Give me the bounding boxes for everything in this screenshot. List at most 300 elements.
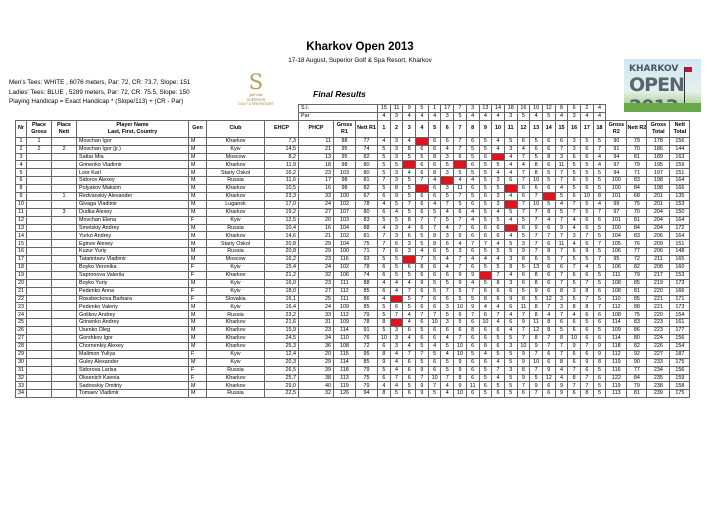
nr-cell: 28 <box>16 342 27 350</box>
hole-score-cell: 5 <box>479 137 492 145</box>
si-row-hole-8: 3 <box>466 105 479 113</box>
nett-total-cell: 156 <box>670 335 690 343</box>
column-header: 3 <box>403 120 416 137</box>
club-cell: Kyiv <box>207 216 265 224</box>
nett-total-cell: 151 <box>670 169 690 177</box>
hole-score-cell: 6 <box>479 311 492 319</box>
nett-total-cell: 153 <box>670 200 690 208</box>
nett-total-cell: 150 <box>670 208 690 216</box>
hole-score-cell: 4 <box>403 311 416 319</box>
hole-score-cell: 5 <box>479 177 492 185</box>
ehcp-cell: 20,3 <box>265 358 299 366</box>
place-nett-cell <box>52 224 77 232</box>
hole-score-cell: 4 <box>441 145 454 153</box>
hole-score-highlight: X <box>492 153 505 161</box>
hole-score-cell: 9 <box>581 358 594 366</box>
hole-score-cell: 5 <box>504 335 517 343</box>
hole-score-cell: 4 <box>517 145 530 153</box>
si-row-hole-12: 16 <box>517 105 530 113</box>
nett-r2-cell: 85 <box>627 295 647 303</box>
nett-total-cell: 164 <box>670 177 690 185</box>
hole-score-cell: 10 <box>454 390 467 398</box>
player-name-cell: Redvanskiy Alexander <box>77 193 189 201</box>
hole-score-cell: 3 <box>390 232 403 240</box>
nr-cell: 34 <box>16 390 27 398</box>
phcp-cell: 38 <box>299 374 334 382</box>
hole-score-cell: 4 <box>416 248 429 256</box>
hole-score-cell: 7 <box>530 240 543 248</box>
ehcp-cell: 21,2 <box>265 271 299 279</box>
phcp-cell: 16 <box>299 224 334 232</box>
hole-score-cell: 3 <box>441 319 454 327</box>
table-row <box>16 271 690 279</box>
hole-score-cell: 5 <box>428 287 441 295</box>
club-cell: Kharkov <box>207 161 265 169</box>
hole-score-cell: 5 <box>390 161 403 169</box>
hole-score-cell: 5 <box>492 248 505 256</box>
place-gross-cell <box>27 177 52 185</box>
hole-score-cell: 3 <box>454 248 467 256</box>
hole-score-cell: 8 <box>517 295 530 303</box>
hole-score-cell: 5 <box>466 169 479 177</box>
club-cell: Kharkov <box>207 374 265 382</box>
hole-score-cell: 6 <box>581 185 594 193</box>
si-row-hole-6: 17 <box>441 105 454 113</box>
ehcp-cell: 25,3 <box>265 342 299 350</box>
hole-score-cell: 5 <box>593 295 606 303</box>
hole-score-cell: 8 <box>416 264 429 272</box>
place-nett-cell <box>52 279 77 287</box>
phcp-cell: 34 <box>299 335 334 343</box>
hole-score-cell: 8 <box>542 327 555 335</box>
club-cell: Slovakia <box>207 295 265 303</box>
gross-r2-cell: 95 <box>606 256 627 264</box>
nett-r2-cell: 75 <box>627 311 647 319</box>
hole-score-cell: 6 <box>568 358 581 366</box>
hole-score-cell: 5 <box>390 271 403 279</box>
hole-score-cell: 6 <box>517 185 530 193</box>
hole-score-cell: 4 <box>390 358 403 366</box>
hole-score-cell: 8 <box>542 319 555 327</box>
hole-score-cell: 4 <box>504 153 517 161</box>
hole-score-cell: 5 <box>416 358 429 366</box>
hole-score-cell: 6 <box>581 335 594 343</box>
hole-score-cell: 5 <box>403 303 416 311</box>
place-gross-cell <box>27 382 52 390</box>
nett-r1-cell: 71 <box>356 248 378 256</box>
nett-r1-cell: 78 <box>356 200 378 208</box>
hole-score-cell: 6 <box>466 161 479 169</box>
hole-score-cell: 6 <box>593 335 606 343</box>
phcp-cell: 20 <box>299 350 334 358</box>
gross-r2-cell: 112 <box>606 350 627 358</box>
hole-score-cell: 4 <box>454 177 467 185</box>
hole-score-cell: 6 <box>542 145 555 153</box>
table-row <box>16 358 690 366</box>
nett-r2-cell: 80 <box>627 335 647 343</box>
hole-score-cell: 6 <box>568 193 581 201</box>
nett-r2-cell: 85 <box>627 279 647 287</box>
hole-score-cell: 6 <box>378 264 391 272</box>
hole-score-cell: 3 <box>504 145 517 153</box>
hole-score-cell: 9 <box>504 295 517 303</box>
nett-r2-cell: 92 <box>627 350 647 358</box>
hole-score-cell: 5 <box>428 279 441 287</box>
hole-score-cell: 6 <box>492 295 505 303</box>
place-nett-cell <box>52 311 77 319</box>
place-gross-cell <box>27 271 52 279</box>
place-nett-cell <box>52 256 77 264</box>
gross-r1-cell: 111 <box>334 279 356 287</box>
hole-score-cell: 3 <box>403 240 416 248</box>
hole-score-cell: 6 <box>416 193 429 201</box>
hole-score-cell: 7 <box>416 256 429 264</box>
hole-score-cell: 11 <box>530 319 543 327</box>
gender-cell: M <box>189 224 207 232</box>
gross-r1-cell: 110 <box>334 335 356 343</box>
gross-r2-cell: 110 <box>606 295 627 303</box>
player-name-cell: Sidorova Larisa <box>77 366 189 374</box>
nett-r1-cell: 74 <box>356 271 378 279</box>
hole-score-cell: 4 <box>504 161 517 169</box>
hole-score-cell: 4 <box>542 311 555 319</box>
hole-score-cell: 5 <box>378 311 391 319</box>
hole-score-cell: 12 <box>530 327 543 335</box>
place-gross-cell <box>27 335 52 343</box>
hole-score-cell: 5 <box>378 145 391 153</box>
gender-cell: M <box>189 342 207 350</box>
hole-score-cell: 5 <box>492 185 505 193</box>
nett-r2-cell: 76 <box>627 240 647 248</box>
hole-score-cell: 5 <box>517 264 530 272</box>
hole-score-cell: 9 <box>454 271 467 279</box>
gross-r1-cell: 98 <box>334 185 356 193</box>
player-name-cell: Yurko Andrey <box>77 232 189 240</box>
player-name-cell: Smetskiy Andrey <box>77 224 189 232</box>
spacer-cell <box>77 112 189 120</box>
club-cell: Kyiv <box>207 264 265 272</box>
gender-cell: M <box>189 358 207 366</box>
nr-cell: 8 <box>16 185 27 193</box>
gender-cell: M <box>189 185 207 193</box>
table-row <box>16 264 690 272</box>
hole-score-cell: 5 <box>581 200 594 208</box>
hole-score-cell: 4 <box>390 366 403 374</box>
nr-cell: 13 <box>16 224 27 232</box>
ehcp-cell: 14,5 <box>265 145 299 153</box>
spacer-cell <box>16 105 27 113</box>
gross-r1-cell: 108 <box>334 342 356 350</box>
hole-score-cell: 10 <box>428 374 441 382</box>
gross-r1-cell: 109 <box>334 319 356 327</box>
final-results-label: Final Results <box>313 89 366 99</box>
hole-score-cell: 7 <box>378 232 391 240</box>
gender-cell: F <box>189 295 207 303</box>
spacer-cell <box>27 112 52 120</box>
nett-r1-cell: 77 <box>356 137 378 145</box>
gender-cell: M <box>189 319 207 327</box>
column-header: 10 <box>492 120 505 137</box>
club-cell: Kharkov <box>207 137 265 145</box>
gross-r2-cell: 108 <box>606 287 627 295</box>
nett-total-cell: 177 <box>670 327 690 335</box>
hole-score-cell: 4 <box>492 319 505 327</box>
hole-score-cell: 7 <box>593 256 606 264</box>
club-cell: Russia <box>207 224 265 232</box>
hole-score-cell: 4 <box>555 374 568 382</box>
hole-score-cell: 8 <box>593 193 606 201</box>
nett-r1-cell: 91 <box>356 327 378 335</box>
si-row-hole-9: 13 <box>479 105 492 113</box>
hole-score-cell: 6 <box>542 271 555 279</box>
hole-score-highlight: X <box>542 193 555 201</box>
player-name-cell: Polyakov Maksim <box>77 185 189 193</box>
player-name-cell: Oksenich Ksenia <box>77 374 189 382</box>
hole-score-cell: 4 <box>504 169 517 177</box>
hole-score-cell: 6 <box>428 303 441 311</box>
hole-score-highlight: X <box>390 295 403 303</box>
gross-total-cell: 178 <box>647 137 670 145</box>
spacer-cell <box>27 105 52 113</box>
hole-score-cell: 8 <box>542 208 555 216</box>
hole-score-cell: 9 <box>416 390 429 398</box>
hole-score-cell: 4 <box>378 200 391 208</box>
hole-score-cell: 9 <box>517 319 530 327</box>
gender-cell: M <box>189 193 207 201</box>
hole-score-cell: 6 <box>428 335 441 343</box>
gross-r2-cell: 109 <box>606 327 627 335</box>
place-nett-cell: 3 <box>52 208 77 216</box>
gross-r1-cell: 103 <box>334 216 356 224</box>
column-header: Player Name Last, First, Country <box>77 120 189 137</box>
hole-score-cell: 6 <box>428 193 441 201</box>
hole-score-cell: 5 <box>479 264 492 272</box>
nett-total-cell: 159 <box>670 161 690 169</box>
gross-total-cell: 189 <box>647 153 670 161</box>
hole-score-cell: 5 <box>581 256 594 264</box>
hole-score-cell: 4 <box>492 303 505 311</box>
nett-r2-cell: 81 <box>627 287 647 295</box>
gross-r1-cell: 95 <box>334 145 356 153</box>
player-name-cell: Guley Alexander <box>77 358 189 366</box>
hole-score-cell: 5 <box>492 350 505 358</box>
hole-score-cell: 4 <box>403 137 416 145</box>
column-header: 4 <box>416 120 429 137</box>
hole-score-cell: 7 <box>416 295 429 303</box>
gross-r1-cell: 100 <box>334 193 356 201</box>
hole-score-cell: 7 <box>517 335 530 343</box>
club-cell: Kyiv <box>207 350 265 358</box>
hole-score-cell: 8 <box>568 374 581 382</box>
place-nett-cell: 2 <box>52 145 77 153</box>
nett-r2-cell: 70 <box>627 208 647 216</box>
gender-cell: M <box>189 382 207 390</box>
hole-score-cell: 3 <box>403 248 416 256</box>
hole-score-cell: 4 <box>479 303 492 311</box>
hole-score-cell: 6 <box>466 224 479 232</box>
column-header: Nett Total <box>670 120 690 137</box>
hole-score-cell: 10 <box>530 177 543 185</box>
gross-total-cell: 186 <box>647 145 670 153</box>
nett-r1-cell: 95 <box>356 350 378 358</box>
hole-score-cell: 8 <box>568 303 581 311</box>
nett-r2-cell: 84 <box>627 224 647 232</box>
hole-score-cell: 4 <box>441 256 454 264</box>
hole-score-cell: 6 <box>479 193 492 201</box>
hole-score-cell: 6 <box>378 193 391 201</box>
nett-r1-cell: 80 <box>356 208 378 216</box>
hole-score-cell: 7 <box>403 200 416 208</box>
hole-score-cell: 5 <box>466 145 479 153</box>
nett-r2-cell: 79 <box>627 137 647 145</box>
hole-score-cell: 5 <box>504 248 517 256</box>
hole-score-highlight: X <box>441 177 454 185</box>
hole-score-cell: 7 <box>593 240 606 248</box>
hole-score-cell: 6 <box>492 342 505 350</box>
gender-cell: F <box>189 216 207 224</box>
hole-score-cell: 8 <box>555 287 568 295</box>
column-header: 9 <box>479 120 492 137</box>
hole-score-cell: 7 <box>568 366 581 374</box>
hole-score-cell: 6 <box>403 374 416 382</box>
hole-score-cell: 7 <box>454 137 467 145</box>
hole-score-cell: 5 <box>428 208 441 216</box>
hole-score-cell: 3 <box>390 145 403 153</box>
nett-r2-cell: 68 <box>627 193 647 201</box>
hole-score-cell: 4 <box>492 358 505 366</box>
hole-score-cell: 7 <box>530 390 543 398</box>
hole-score-cell: 5 <box>378 161 391 169</box>
hole-score-cell: 5 <box>454 200 467 208</box>
nett-total-cell: 175 <box>670 390 690 398</box>
gross-total-cell: 233 <box>647 358 670 366</box>
phcp-cell: 29 <box>299 358 334 366</box>
hole-score-cell: 6 <box>416 224 429 232</box>
hole-score-cell: 8 <box>517 256 530 264</box>
club-cell: Kyiv <box>207 358 265 366</box>
hole-score-cell: 3 <box>390 224 403 232</box>
nr-cell: 5 <box>16 169 27 177</box>
hole-score-cell: 8 <box>378 390 391 398</box>
gross-r1-cell: 98 <box>334 177 356 185</box>
hole-score-cell: 6 <box>593 319 606 327</box>
hole-score-cell: 7 <box>403 287 416 295</box>
hole-score-cell: 8 <box>504 264 517 272</box>
table-row <box>16 342 690 350</box>
hole-score-cell: 5 <box>504 358 517 366</box>
hole-score-cell: 4 <box>378 295 391 303</box>
hole-score-cell: 6 <box>378 374 391 382</box>
nett-r1-cell: 67 <box>356 193 378 201</box>
hole-score-cell: 5 <box>568 256 581 264</box>
hole-score-cell: 6 <box>466 137 479 145</box>
hole-score-cell: 6 <box>403 264 416 272</box>
table-row <box>16 350 690 358</box>
gross-total-cell: 198 <box>647 185 670 193</box>
hole-score-cell: 9 <box>454 232 467 240</box>
hole-score-cell: 5 <box>479 161 492 169</box>
place-nett-cell <box>52 200 77 208</box>
table-row <box>16 327 690 335</box>
phcp-cell: 25 <box>299 295 334 303</box>
phcp-cell: 13 <box>299 153 334 161</box>
gross-r2-cell: 97 <box>606 161 627 169</box>
hole-score-cell: 9 <box>466 271 479 279</box>
nett-total-cell: 144 <box>670 145 690 153</box>
player-name-cell: Sadovskiy Dmitriy <box>77 382 189 390</box>
hole-score-cell: 3 <box>390 327 403 335</box>
nett-r1-cell: 82 <box>356 153 378 161</box>
par-row-hole-9: 4 <box>479 112 492 120</box>
nett-r2-cell: 82 <box>627 342 647 350</box>
hole-score-cell: 4 <box>568 224 581 232</box>
nr-cell: 27 <box>16 335 27 343</box>
phcp-cell: 27 <box>299 287 334 295</box>
nett-r2-cell: 81 <box>627 390 647 398</box>
hole-score-cell: 7 <box>568 264 581 272</box>
hole-score-cell: 4 <box>441 264 454 272</box>
gross-r1-cell: 114 <box>334 358 356 366</box>
hole-score-cell: 6 <box>454 311 467 319</box>
hole-score-cell: 5 <box>479 169 492 177</box>
gender-cell: F <box>189 271 207 279</box>
hole-score-cell: 5 <box>479 208 492 216</box>
par-row-hole-14: 5 <box>542 112 555 120</box>
gender-cell: M <box>189 256 207 264</box>
nett-total-cell: 151 <box>670 240 690 248</box>
hole-score-cell: 6 <box>416 161 429 169</box>
hole-score-cell: 6 <box>542 185 555 193</box>
hole-score-cell: 7 <box>454 224 467 232</box>
hole-score-cell: 5 <box>479 248 492 256</box>
nett-r1-cell: 93 <box>356 256 378 264</box>
hole-score-cell: 3 <box>555 295 568 303</box>
hole-score-cell: 9 <box>581 248 594 256</box>
table-row <box>16 185 690 193</box>
hole-score-highlight: X <box>403 161 416 169</box>
place-gross-cell <box>27 256 52 264</box>
hole-score-cell: 7 <box>555 145 568 153</box>
hole-score-cell: 5 <box>530 295 543 303</box>
nett-r2-cell: 79 <box>627 271 647 279</box>
nett-total-cell: 163 <box>670 153 690 161</box>
hole-score-cell: 7 <box>517 177 530 185</box>
hole-score-cell: 5 <box>378 327 391 335</box>
place-gross-cell <box>27 185 52 193</box>
hole-score-cell: 5 <box>530 137 543 145</box>
par-row-hole-16: 3 <box>568 112 581 120</box>
si-row-hole-11: 18 <box>504 105 517 113</box>
player-name-cell: Pedenko Valeriy <box>77 303 189 311</box>
player-name-cell: Pedenko Anna <box>77 287 189 295</box>
phcp-cell: 27 <box>299 208 334 216</box>
nett-total-cell: 165 <box>670 256 690 264</box>
hole-score-cell: 5 <box>403 208 416 216</box>
par-row-hole-18: 4 <box>593 112 606 120</box>
hole-score-cell: 6 <box>378 287 391 295</box>
hole-score-cell: 5 <box>479 216 492 224</box>
hole-score-cell: 7 <box>517 200 530 208</box>
place-gross-cell: 1 <box>27 137 52 145</box>
hole-score-cell: 5 <box>593 327 606 335</box>
hole-score-cell: 6 <box>479 327 492 335</box>
column-header: Nr <box>16 120 27 137</box>
hole-score-cell: 6 <box>441 271 454 279</box>
gross-r1-cell: 115 <box>334 350 356 358</box>
nett-r1-cell: 75 <box>356 374 378 382</box>
hole-score-cell: 9 <box>416 382 429 390</box>
hole-score-cell: 5 <box>378 366 391 374</box>
